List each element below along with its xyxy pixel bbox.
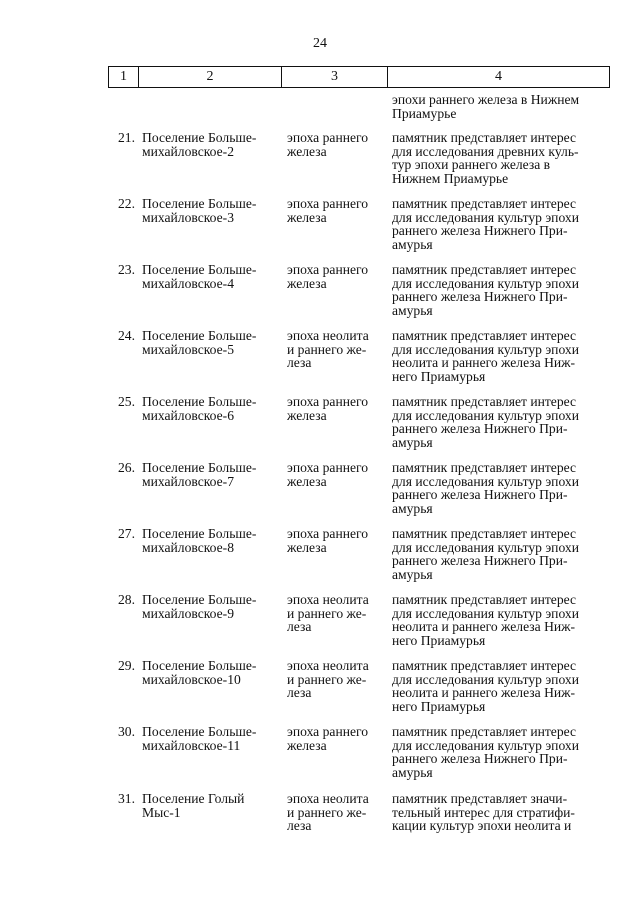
column-header-4: 4: [388, 67, 610, 88]
site-name: Поселение Больше- михайловское-5: [142, 328, 257, 357]
row-number: 31.: [118, 791, 135, 806]
column-header-3: 3: [282, 67, 388, 88]
site-name: Поселение Больше- михайловское-10: [142, 658, 257, 687]
site-name: Поселение Больше- михайловское-11: [142, 724, 257, 753]
site-name: Поселение Больше- михайловское-6: [142, 394, 257, 423]
site-era: эпоха раннего железа: [287, 130, 369, 159]
table-row: [108, 263, 618, 323]
row-number: 22.: [118, 196, 135, 211]
site-era: эпоха неолита и раннего же- леза: [287, 791, 369, 834]
site-era: эпоха неолита и раннего же- леза: [287, 328, 369, 371]
row-number: 24.: [118, 328, 135, 343]
row-number: 26.: [118, 460, 135, 475]
site-name: Поселение Больше- михайловское-3: [142, 196, 257, 225]
table-row: [108, 593, 618, 653]
table-row: [108, 725, 618, 785]
site-name: Поселение Больше- михайловское-4: [142, 262, 257, 291]
row-number: 29.: [118, 658, 135, 673]
column-header-table: [108, 66, 610, 88]
table-row: [108, 329, 618, 389]
site-name: Поселение Больше- михайловское-2: [142, 130, 257, 159]
row-number: 28.: [118, 592, 135, 607]
row-number: 23.: [118, 262, 135, 277]
table-row: [108, 659, 618, 719]
site-era: эпоха раннего железа: [287, 196, 369, 225]
site-era: эпоха раннего железа: [287, 394, 369, 423]
site-description: памятник представляет интерес для исследования культур эпохи раннего железа Нижнего При- амурья: [392, 262, 579, 318]
table-row: [108, 461, 618, 521]
site-description: памятник представляет интерес для исследования культур эпохи неолита и раннего железа Ниж- него Приамурья: [392, 658, 579, 714]
row-number: 21.: [118, 130, 135, 145]
column-header-row: [109, 67, 610, 88]
column-header-1: 1: [109, 67, 139, 88]
site-era: эпоха раннего железа: [287, 262, 369, 291]
site-description: памятник представляет значи- тельный интерес для стратифи- кации культур эпохи неолита и: [392, 791, 575, 834]
site-name: Поселение Больше- михайловское-9: [142, 592, 257, 621]
site-description: памятник представляет интерес для исследования древних куль- тур эпохи раннего железа в Нижнем Приамурье: [392, 130, 579, 186]
site-name: Поселение Голый Мыс-1: [142, 791, 245, 820]
site-description: памятник представляет интерес для исследования культур эпохи раннего железа Нижнего При- амурья: [392, 460, 579, 516]
row-number: 25.: [118, 394, 135, 409]
table-row: [108, 395, 618, 455]
site-description: памятник представляет интерес для исследования культур эпохи раннего железа Нижнего При- амурья: [392, 724, 579, 780]
site-description: памятник представляет интерес для исследования культур эпохи раннего железа Нижнего При- амурья: [392, 526, 579, 582]
table-row: [108, 792, 618, 852]
row-number: 27.: [118, 526, 135, 541]
site-description: памятник представляет интерес для исследования культур эпохи неолита и раннего железа Ниж- него Приамурья: [392, 592, 579, 648]
table-row: [108, 131, 618, 191]
site-era: эпоха неолита и раннего же- леза: [287, 658, 369, 701]
site-description: памятник представляет интерес для исследования культур эпохи неолита и раннего железа Ниж- него Приамурья: [392, 328, 579, 384]
row-number: 30.: [118, 724, 135, 739]
site-era: эпоха раннего железа: [287, 460, 369, 489]
site-name: Поселение Больше- михайловское-8: [142, 526, 257, 555]
page-number: 24: [313, 36, 327, 51]
site-era: эпоха раннего железа: [287, 724, 369, 753]
site-era: эпоха раннего железа: [287, 526, 369, 555]
column-header-2: 2: [139, 67, 282, 88]
site-era: эпоха неолита и раннего же- леза: [287, 592, 369, 635]
table-row: [108, 197, 618, 257]
site-name: Поселение Больше- михайловское-7: [142, 460, 257, 489]
site-description: памятник представляет интерес для исследования культур эпохи раннего железа Нижнего При- амурья: [392, 196, 579, 252]
site-description: памятник представляет интерес для исследования культур эпохи раннего железа Нижнего При- амурья: [392, 394, 579, 450]
table-row: [108, 527, 618, 587]
carryover-text: эпохи раннего железа в Нижнем Приамурье: [392, 92, 580, 121]
